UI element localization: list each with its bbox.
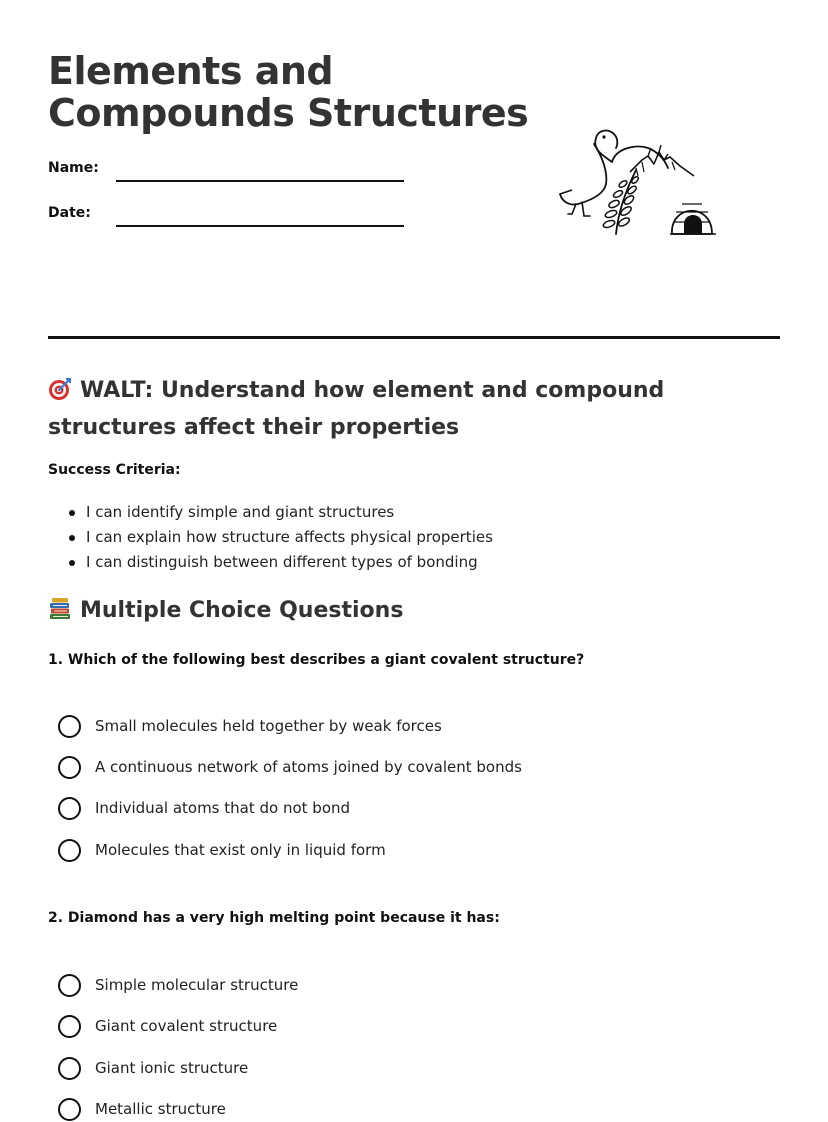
question-text: 1. Which of the following best describes a giant covalent structure?	[48, 652, 585, 668]
kiwi-fern-volcano-illustration-icon	[512, 44, 778, 320]
option-label: Giant covalent structure	[95, 1017, 278, 1035]
walt-text: WALT: Understand how element and compound structures affect their properties	[48, 378, 665, 440]
question-text: 2. Diamond has a very high melting point because it has:	[48, 910, 500, 926]
criteria-item: I can identify simple and giant structures	[86, 500, 493, 525]
answer-option[interactable]	[58, 797, 758, 821]
worksheet-header	[48, 0, 780, 340]
radio-button[interactable]	[58, 756, 81, 779]
answer-option[interactable]	[58, 1098, 758, 1122]
radio-button[interactable]	[58, 1057, 81, 1080]
option-label: A continuous network of atoms joined by covalent bonds	[95, 758, 522, 776]
option-label: Small molecules held together by weak forces	[95, 717, 442, 735]
walt-heading	[48, 372, 780, 446]
date-label: Date:	[48, 205, 91, 221]
answer-option[interactable]	[58, 839, 758, 863]
question-2	[48, 910, 780, 1118]
option-label: Metallic structure	[95, 1100, 226, 1118]
name-underline[interactable]	[116, 180, 404, 182]
title-line-1: Elements and	[48, 49, 334, 93]
radio-button[interactable]	[58, 797, 81, 820]
name-label: Name:	[48, 160, 99, 176]
books-icon	[48, 597, 72, 621]
radio-button[interactable]	[58, 1015, 81, 1038]
criteria-item: I can distinguish between different types of bonding	[86, 550, 493, 575]
header-divider	[48, 336, 780, 339]
radio-button[interactable]	[58, 974, 81, 997]
success-criteria-label: Success Criteria:	[48, 462, 181, 478]
mcq-heading	[48, 595, 403, 627]
mcq-heading-text: Multiple Choice Questions	[80, 598, 404, 623]
radio-button[interactable]	[58, 715, 81, 738]
date-field[interactable]	[48, 205, 408, 231]
option-label: Giant ionic structure	[95, 1059, 249, 1077]
date-underline[interactable]	[116, 225, 404, 227]
name-field[interactable]	[48, 160, 408, 186]
radio-button[interactable]	[58, 839, 81, 862]
page-title	[48, 50, 528, 134]
option-label: Simple molecular structure	[95, 976, 299, 994]
success-criteria-list	[86, 500, 493, 575]
option-label: Molecules that exist only in liquid form	[95, 841, 386, 859]
answer-option[interactable]	[58, 756, 758, 780]
answer-option[interactable]	[58, 1057, 758, 1081]
option-label: Individual atoms that do not bond	[95, 799, 351, 817]
title-line-2: Compounds Structures	[48, 91, 529, 135]
target-icon	[48, 377, 72, 401]
answer-option[interactable]	[58, 974, 758, 998]
answer-option[interactable]	[58, 715, 758, 739]
criteria-item: I can explain how structure affects physical properties	[86, 525, 493, 550]
answer-option[interactable]	[58, 1015, 758, 1039]
worksheet-page	[48, 0, 780, 1118]
question-1	[48, 652, 780, 859]
